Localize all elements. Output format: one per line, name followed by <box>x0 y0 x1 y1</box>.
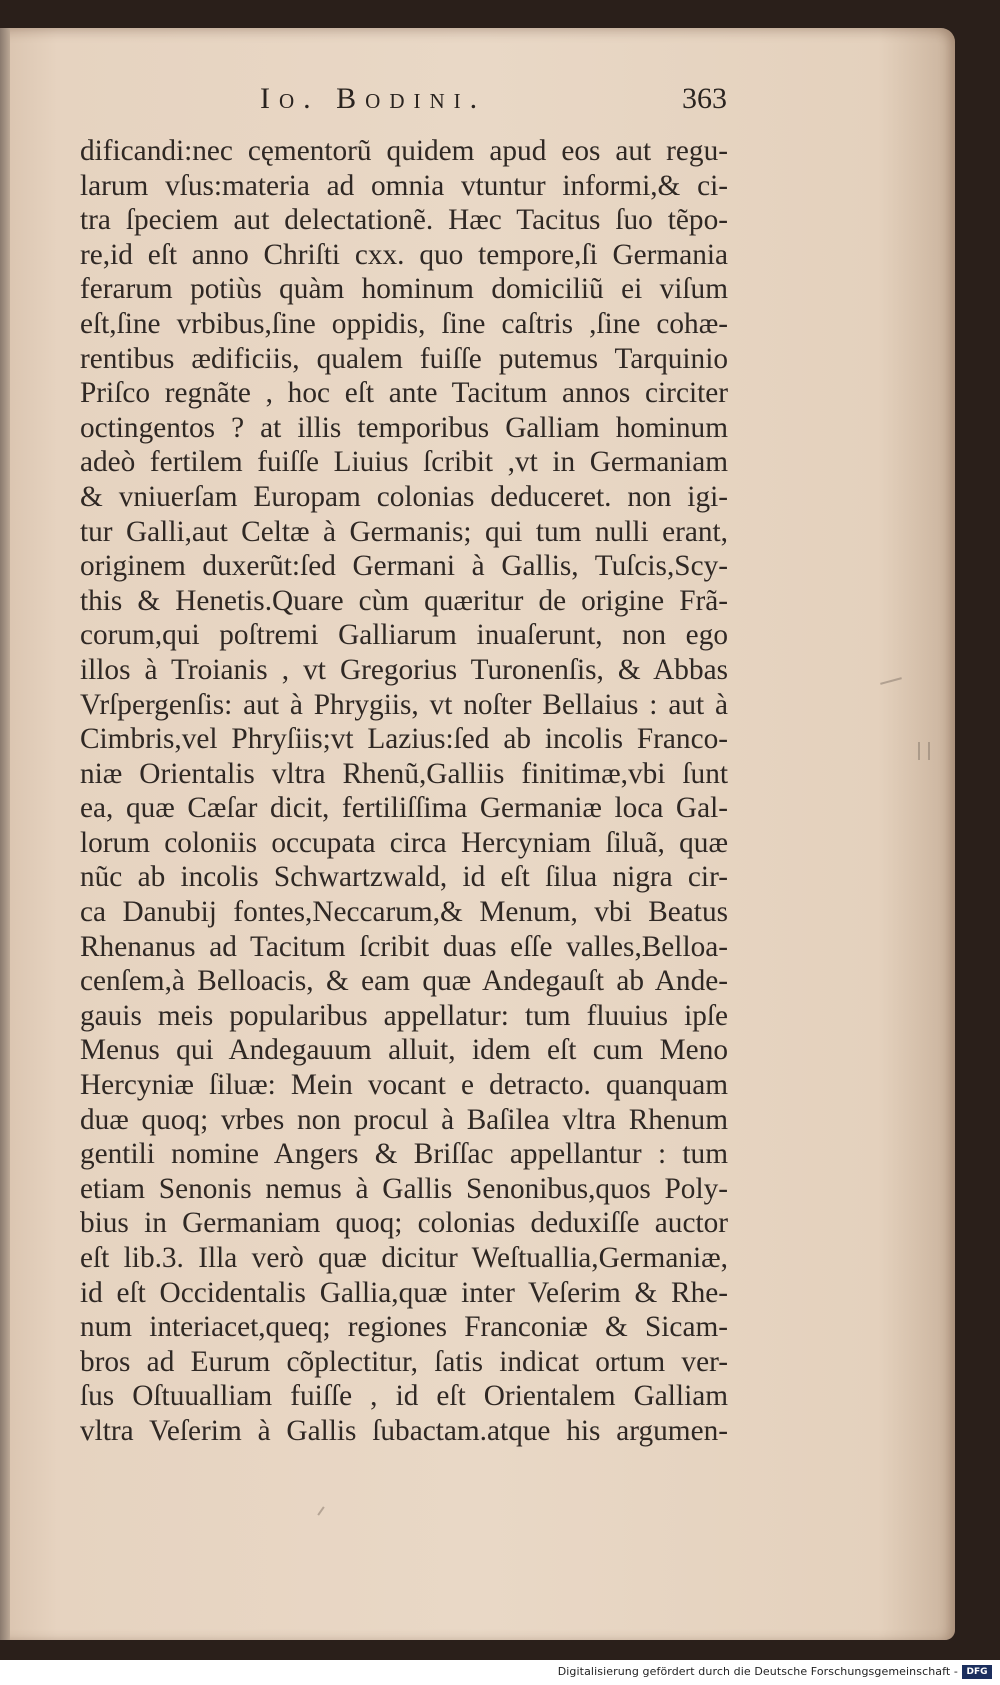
text-line: Menus qui Andegauum alluit, idem eſt cum Meno <box>80 1034 728 1067</box>
text-line: Cimbris,vel Phryſiis;vt Lazius:ſed ab incolis Franco- <box>80 723 728 756</box>
text-line: etiam Senonis nemus à Gallis Senonibus,quos Poly- <box>80 1172 728 1205</box>
text-line: originem duxerũt:ſed Germani à Gallis, Tuſcis,Scy- <box>80 550 728 583</box>
text-line: Hercyniæ ſiluæ: Mein vocant e detracto. quanquam <box>80 1069 728 1102</box>
text-line: & vniuerſam Europam colonias deduceret. non igi- <box>80 480 728 513</box>
text-line: cenſem,à Belloacis, & eam quæ Andegauſt ab Ande- <box>80 965 728 998</box>
text-line: duæ quoq; vrbes non procul à Baſilea vltra Rhenum <box>80 1103 728 1136</box>
text-line: eſt,ſine vrbibus,ſine oppidis, ſine caſtris ,ſine cohæ- <box>80 307 728 340</box>
text-line: gentili nomine Angers & Briſſac appellantur : tum <box>80 1138 728 1171</box>
text-line: tur Galli,aut Celtæ à Germanis; qui tum nulli erant, <box>80 515 728 548</box>
text-line: ſus Oſtuualliam fuiſſe , id eſt Orientalem Galliam <box>80 1380 728 1413</box>
text-line: re,id eſt anno Chriſti cxx. quo tempore,ſi Germania <box>80 238 728 271</box>
margin-mark <box>928 742 930 760</box>
text-line: num interiacet,queq; regiones Franconiæ & Sicam- <box>80 1311 728 1344</box>
text-line: gauis meis popularibus appellatur: tum fluuius ipſe <box>80 999 728 1032</box>
footer-credit: Digitalisierung gefördert durch die Deutsche Forschungsgemeinschaft - <box>557 1665 958 1678</box>
text-line: illos à Troianis , vt Gregorius Turonenſis, & Abbas <box>80 653 728 686</box>
text-line: rentibus ædificiis, qualem fuiſſe putemus Tarquinio <box>80 342 728 375</box>
text-line: adeò fertilem fuiſſe Liuius ſcribit ,vt in Germaniam <box>80 446 728 479</box>
margin-mark <box>918 742 920 760</box>
text-line: niæ Orientalis vltra Rhenũ,Galliis finitimæ,vbi ſunt <box>80 757 728 790</box>
text-line: ca Danubij fontes,Neccarum,& Menum, vbi Beatus <box>80 896 728 929</box>
text-line: bros ad Eurum cõplectitur, ſatis indicat ortum ver- <box>80 1345 728 1378</box>
text-line: octingentos ? at illis temporibus Galliam hominum <box>80 411 728 444</box>
text-line: vltra Veſerim à Gallis ſubactam.atque his argumen- <box>80 1414 728 1447</box>
page-number: 363 <box>682 82 727 115</box>
text-line: Priſco regnãte , hoc eſt ante Tacitum annos circiter <box>80 377 728 410</box>
text-line: Rhenanus ad Tacitum ſcribit duas eſſe valles,Belloa- <box>80 930 728 963</box>
text-line: dificandi:nec cęmentorũ quidem apud eos aut regu- <box>80 135 728 167</box>
text-line: larum vſus:materia ad omnia vtuntur informi,& ci- <box>80 169 728 202</box>
text-line: lorum coloniis occupata circa Hercyniam ſiluã, quæ <box>80 826 728 859</box>
text-line: Vrſpergenſis: aut à Phrygiis, vt noſter Bellaius : aut à <box>80 688 728 721</box>
text-line: this & Henetis.Quare cùm quæritur de origine Frã- <box>80 584 728 617</box>
text-line: nũc ab incolis Schwartzwald, id eſt ſilua nigra cir- <box>80 861 728 894</box>
text-line: corum,qui poſtremi Galliarum inuaſerunt, non ego <box>80 619 728 652</box>
page-gutter-edge <box>0 28 10 1640</box>
page-header <box>82 82 727 126</box>
text-line: bius in Germaniam quoq; colonias deduxiſſe auctor <box>80 1207 728 1240</box>
body-text <box>80 134 728 1449</box>
dfg-logo: DFG <box>962 1665 992 1679</box>
text-line: eſt lib.3. Illa verò quæ dicitur Weſtuallia,Germaniæ, <box>80 1242 728 1274</box>
running-head: Io. Bodini. <box>260 82 487 115</box>
text-line: tra ſpeciem aut delectationẽ. Hæc Tacitus ſuo tẽpo- <box>80 204 728 237</box>
footer-bar <box>0 1662 1000 1685</box>
text-line: ea, quæ Cæſar dicit, fertiliſſima Germaniæ loca Gal- <box>80 792 728 825</box>
text-line: id eſt Occidentalis Gallia,quæ inter Veſerim & Rhe- <box>80 1276 728 1309</box>
text-line: ferarum potiùs quàm hominum domiciliũ ei viſum <box>80 273 728 306</box>
